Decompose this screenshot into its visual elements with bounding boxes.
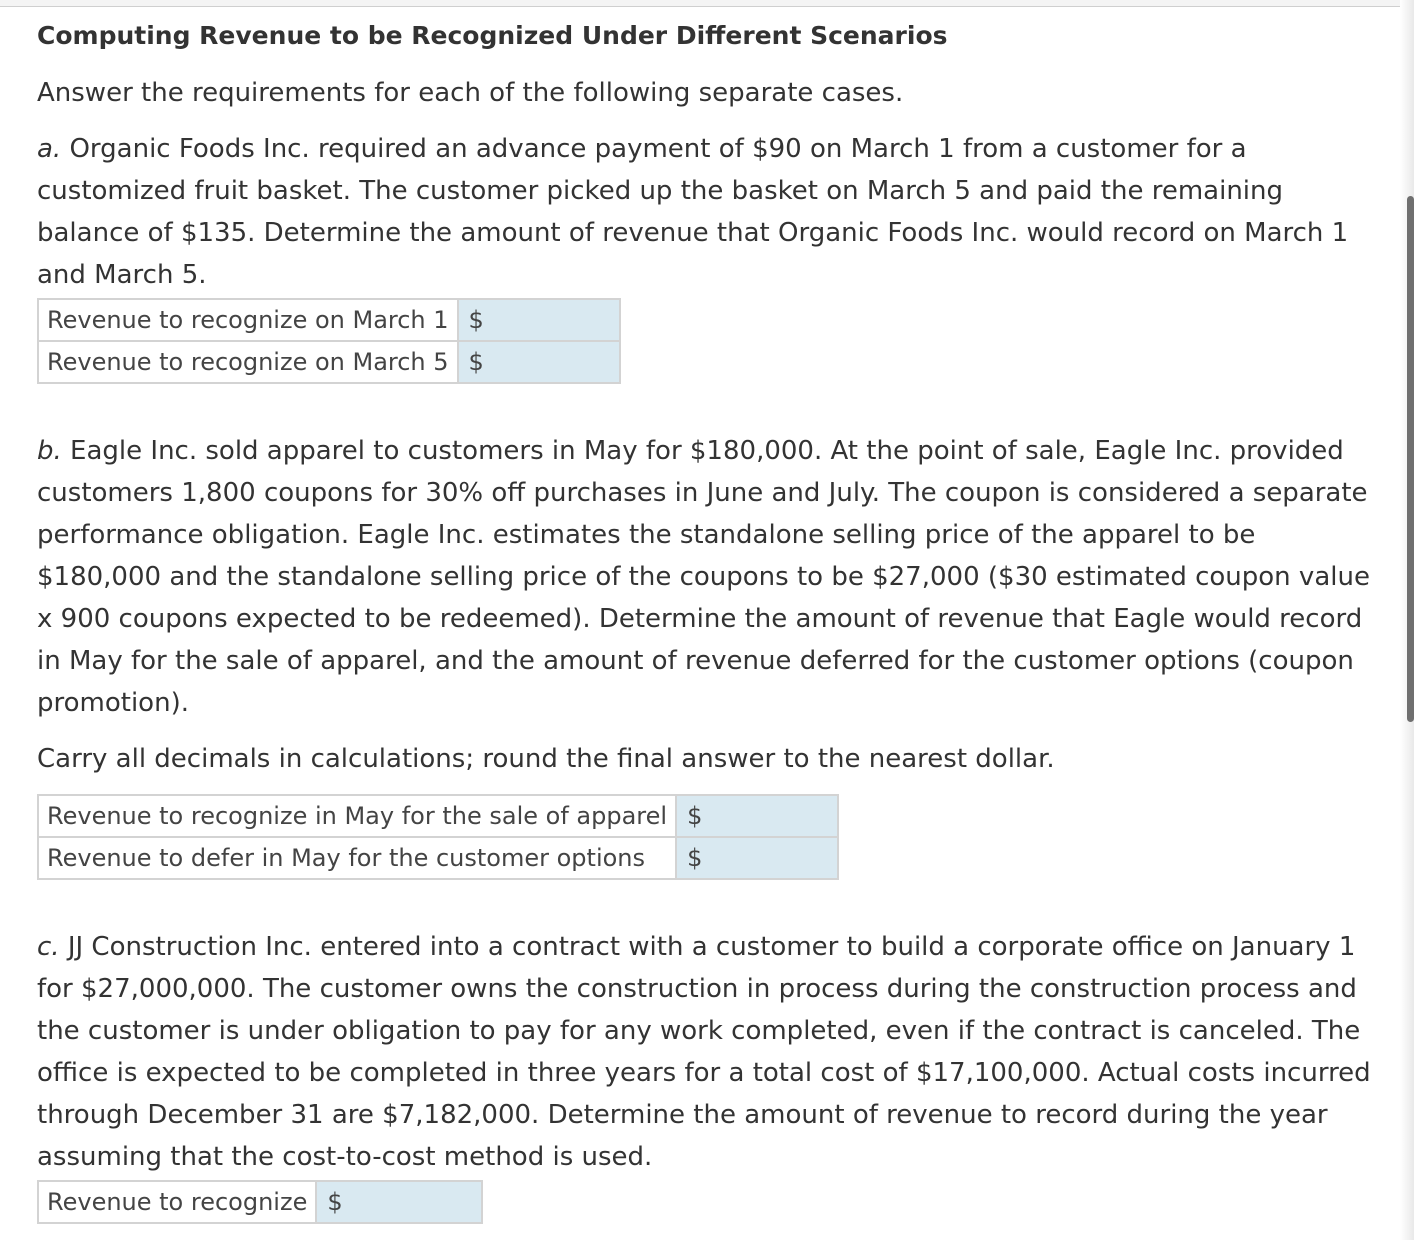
- problem-content: [37, 14, 1382, 1224]
- case-a-row2-label: Revenue to recognize on March 5: [38, 341, 458, 383]
- intro-text: Answer the requirements for each of the following separate cases.: [37, 78, 904, 108]
- case-b-rounding-note: Carry all decimals in calculations; round the final answer to the nearest dollar.: [37, 744, 1055, 774]
- top-border: [0, 0, 1400, 7]
- case-a-march1-input[interactable]: [458, 299, 620, 341]
- case-b-deferred-revenue-input[interactable]: [676, 837, 838, 879]
- case-b-body: Eagle Inc. sold apparel to customers in May for $180,000. At the point of sale, Eagle Inc. provided customers 1,800 coupons for 30% off purchases in June and July. The coupon is considered a separate performance obligation. Eagle Inc. estimates the standalone selling price of the apparel to be $180,000 and the standalone selling price of the coupons to be $27,000 ($30 estimated coupon value x 900 coupons expected to be redeemed). Determine the amount of revenue that Eagle would record in May for the sale of apparel, and the amount of revenue deferred for the customer options (coupon promotion).: [37, 436, 1370, 718]
- problem-title: Computing Revenue to be Recognized Under Different Scenarios: [37, 21, 948, 50]
- spacer: [37, 880, 1382, 926]
- currency-symbol: $: [327, 1188, 343, 1216]
- case-c-text: [37, 926, 1382, 1178]
- case-b-answer-table: [37, 794, 839, 880]
- case-b-row2-label: Revenue to defer in May for the customer options: [38, 837, 676, 879]
- table-row: [38, 1181, 482, 1223]
- currency-symbol: $: [687, 802, 703, 830]
- case-c-body: JJ Construction Inc. entered into a contract with a customer to build a corporate office on January 1 for $27,000,000. The customer owns the construction in process during the construction process and the customer is under obligation to pay for any work completed, even if the contract is canceled. The office is expected to be completed in three years for a total cost of $17,100,000. Actual costs incurred through December 31 are $7,182,000. Determine the amount of revenue to record during the year assuming that the cost-to-cost method is used.: [37, 932, 1371, 1172]
- spacer: [37, 384, 1382, 430]
- table-row: [38, 837, 838, 879]
- case-b-row1-label: Revenue to recognize in May for the sale of apparel: [38, 795, 676, 837]
- case-a-row1-label: Revenue to recognize on March 1: [38, 299, 458, 341]
- scrollbar-thumb[interactable]: [1407, 196, 1414, 722]
- case-b-apparel-revenue-input[interactable]: [676, 795, 838, 837]
- case-a-letter: a.: [37, 134, 62, 164]
- case-c-row1-label: Revenue to recognize: [38, 1181, 316, 1223]
- case-a-body: Organic Foods Inc. required an advance payment of $90 on March 1 from a customer for a customized fruit basket. The customer picked up the basket on March 5 and paid the remaining balance of $135. Determine the amount of revenue that Organic Foods Inc. would record on March 1 and March 5.: [37, 134, 1349, 290]
- currency-symbol: $: [468, 306, 484, 334]
- case-b-letter: b.: [37, 436, 62, 466]
- case-a-march5-input[interactable]: [458, 341, 620, 383]
- case-c-letter: c.: [37, 932, 60, 962]
- case-b-text: [37, 430, 1382, 724]
- table-row: [38, 341, 620, 383]
- case-a-answer-table: [37, 298, 621, 384]
- currency-symbol: $: [687, 844, 703, 872]
- case-c-answer-table: [37, 1180, 483, 1224]
- table-row: [38, 795, 838, 837]
- currency-symbol: $: [468, 348, 484, 376]
- case-c-revenue-input[interactable]: [316, 1181, 482, 1223]
- case-a-text: [37, 128, 1382, 296]
- table-row: [38, 299, 620, 341]
